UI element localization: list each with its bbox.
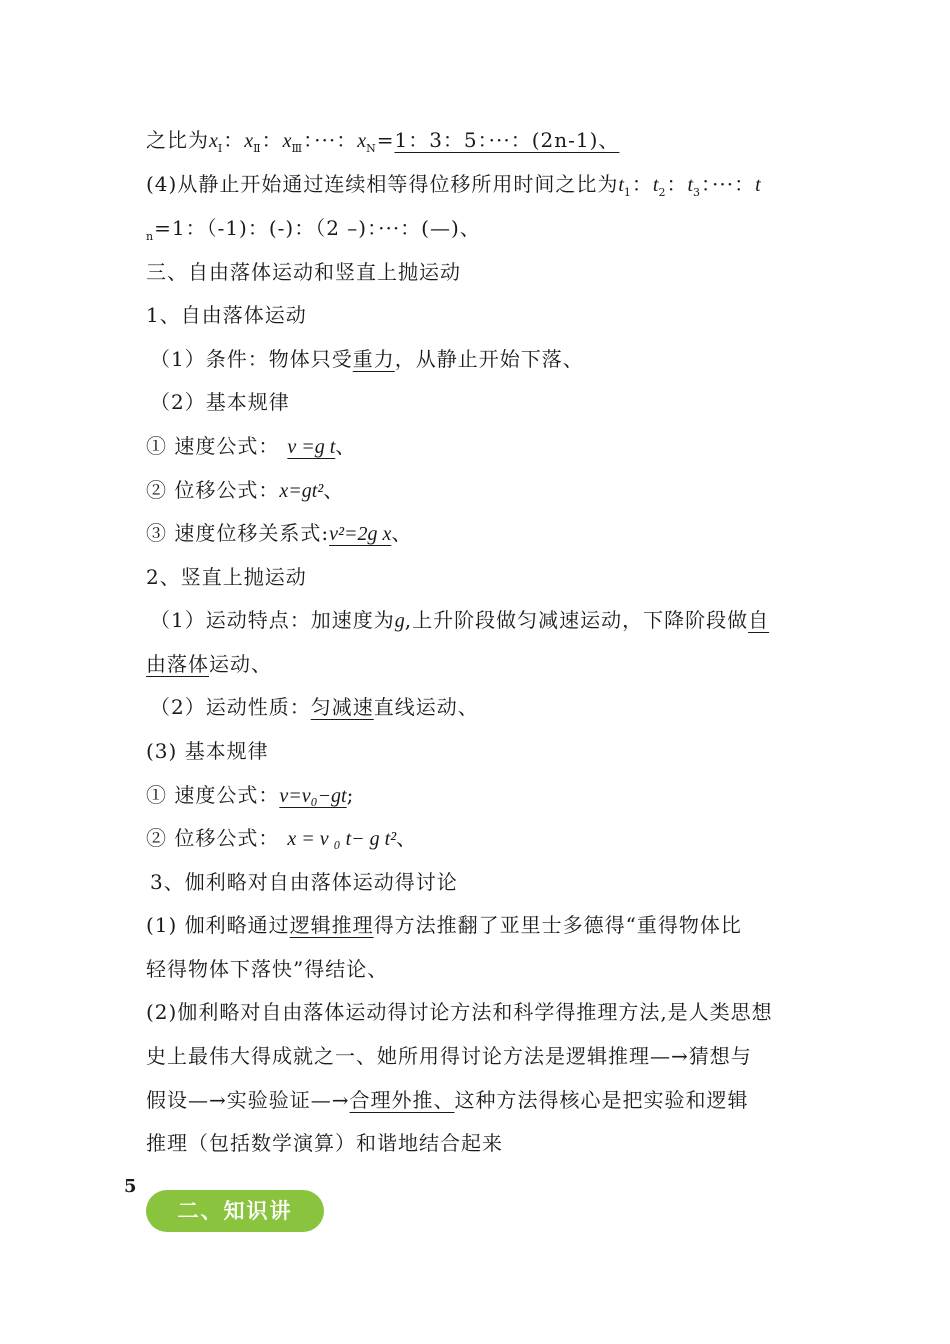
underlined-answer: v²=2g x [329,523,392,545]
underlined-answer: 重力 [352,347,395,371]
text-line: (1) 伽利略通过逻辑推理得方法推翻了亚里士多德得“重得物体比 [146,913,742,937]
underlined-answer: v =g t [287,436,336,458]
text-line: ③ 速度位移关系式:v²=2g x、 [146,521,413,545]
text-line: 推理（包括数学演算）和谐地结合起来 [146,1131,503,1155]
text-line: （2）运动性质：匀减速直线运动、 [150,695,479,719]
underlined-answer: 自 [748,608,770,632]
text-line: （2）基本规律 [150,390,290,414]
text-line: 史上最伟大得成就之一、她所用得讨论方法是逻辑推理—→猜想与 [146,1044,752,1068]
text-line: (4)从静止开始通过连续相等得位移所用时间之比为$t_1$：$t_2$：$t_3$：···：t [146,172,761,199]
page-number: 5 [124,1176,137,1197]
text-line: ① 速度公式： v =g t、 [146,434,357,458]
subsection-heading: 3、伽利略对自由落体运动得讨论 [150,870,458,894]
underlined-answer: 1：3：5：···：(2n-1)、 [394,128,620,152]
text-line: ① 速度公式：v=v₀−gt; [146,783,355,807]
text-line: (3) 基本规律 [146,739,269,763]
text-line: (2)伽利略对自由落体运动得讨论方法和科学得推理方法,是人类思想 [146,1000,773,1024]
text-line: 假设—→实验验证—→合理外推、这种方法得核心是把实验和逻辑 [146,1088,749,1112]
section-heading: 三、自由落体运动和竖直上抛运动 [146,260,461,284]
text-line: $_n$=1：（-1)：(-)：（2 –)：···：(—)、 [146,216,481,243]
text-line: 之比为$x_Ⅰ$：$x_Ⅱ$：$x_Ⅲ$：···：$x_N=1$：3：5：···：(2n-1)、 [146,128,620,155]
text-line: ② 位移公式： x = v ₀ t− g t²、 [146,826,418,850]
underlined-answer: 逻辑推理 [289,913,374,937]
text-line: （1）条件：物体只受重力，从静止开始下落、 [150,347,584,371]
underlined-answer: 合理外推、 [349,1088,455,1112]
section-badge: 二、知识讲 [146,1190,324,1232]
text-line: （1）运动特点：加速度为g,上升阶段做匀减速运动，下降阶段做自 [150,608,770,632]
text-line: ② 位移公式：x=gt²、 [146,478,345,502]
underlined-answer: 由落体 [146,652,209,676]
underlined-answer: 匀减速 [310,695,374,719]
subsection-heading: 1、自由落体运动 [146,303,307,327]
text-line: 轻得物体下落快”得结论、 [146,957,389,981]
text-line: 由落体运动、 [146,652,272,676]
subsection-heading: 2、竖直上抛运动 [146,565,307,589]
underlined-answer: v=v₀−gt [279,785,347,807]
